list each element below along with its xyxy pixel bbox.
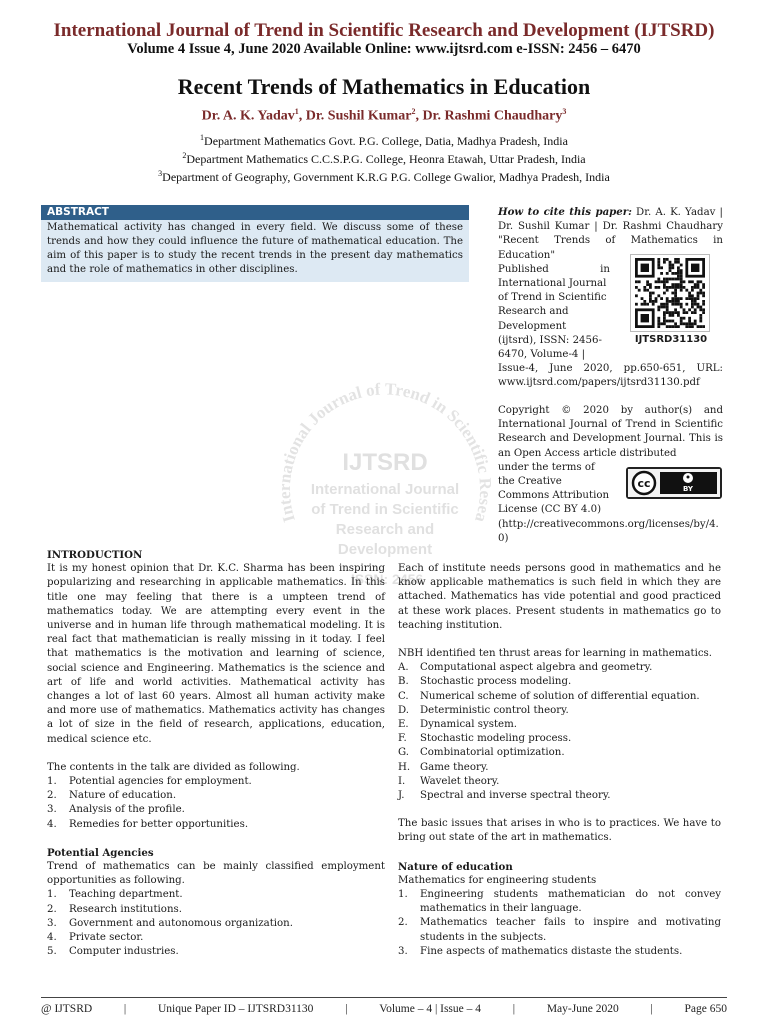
qr-module [691, 286, 694, 289]
qr-module [677, 278, 680, 281]
qr-module [646, 289, 649, 292]
qr-module [680, 286, 683, 289]
qr-module [699, 280, 702, 283]
list-item: 3. Government and autonomous organization. [47, 917, 293, 929]
qr-module [702, 311, 705, 314]
footer-page-number: Page 650 [684, 1003, 727, 1015]
qr-module [680, 306, 683, 309]
qr-module [694, 300, 697, 303]
qr-module [699, 317, 702, 320]
qr-module [666, 308, 669, 311]
author-sup: 1 [294, 107, 299, 116]
qr-module [674, 297, 677, 300]
qr-module [669, 264, 672, 267]
qr-module [652, 292, 655, 295]
qr-module [688, 308, 691, 311]
qr-module [697, 286, 700, 289]
qr-module [674, 300, 677, 303]
qr-module [635, 294, 638, 297]
qr-module [663, 303, 666, 306]
basic-issues-paragraph: The basic issues that arises in who is to practices. We have to bring out state of the art in mathematics. [398, 818, 721, 844]
page-footer: @ IJTSRD | Unique Paper ID – IJTSRD31130 | Volume – 4 | Issue – 4 | May-June 2020 | Page 650 [41, 1003, 727, 1015]
qr-module [685, 325, 688, 328]
qr-module [674, 286, 677, 289]
list-item: 1. Teaching department. [47, 889, 183, 901]
affiliation: $^3$Department of Geography, Government K.R.G P.G. College Gwalior, Madhya Pradesh, India [158, 169, 610, 184]
qr-module [691, 300, 694, 303]
qr-module [697, 283, 700, 286]
qr-module [685, 311, 688, 314]
qr-module [655, 297, 658, 300]
qr-module [652, 303, 655, 306]
qr-module [688, 317, 691, 320]
qr-module [663, 311, 666, 314]
footer-copyright: @ IJTSRD [41, 1003, 93, 1015]
qr-module [657, 308, 660, 311]
nbh-intro: NBH identified ten thrust areas for learning in mathematics. [398, 648, 713, 660]
qr-module [660, 272, 663, 275]
qr-module [660, 306, 663, 309]
qr-module [688, 280, 691, 283]
qr-module [657, 264, 660, 267]
qr-module [655, 280, 658, 283]
qr-module [683, 322, 686, 325]
svg-text:ISSN: 2456: ISSN: 2456 [350, 571, 424, 587]
qr-module [669, 325, 672, 328]
qr-module [694, 320, 697, 323]
svg-text:cc: cc [637, 477, 651, 490]
author-name: Dr. Sushil Kumar [305, 108, 412, 124]
qr-module [691, 294, 694, 297]
svg-text:Research and: Research and [335, 521, 435, 538]
qr-module [655, 286, 658, 289]
qr-module [671, 286, 674, 289]
qr-module [657, 322, 660, 325]
qr-module [671, 314, 674, 317]
license-url: (http://creativecommons.org/licenses/by/4.0) [498, 518, 719, 544]
qr-module [643, 303, 646, 306]
qr-module [649, 292, 652, 295]
list-item: 2. Nature of education. [47, 790, 177, 802]
qr-module [663, 306, 666, 309]
qr-module [646, 283, 649, 286]
abstract-heading: ABSTRACT [41, 205, 469, 220]
qr-module [657, 306, 660, 309]
right-column [398, 562, 721, 959]
qr-module [694, 297, 697, 300]
qr-module [691, 289, 694, 292]
qr-module [680, 280, 683, 283]
author-list: Dr. A. K. Yadav$^1$, Dr. Sushil Kumar$^2$, Dr. Rashmi Chaudhary$^3$ [201, 107, 567, 124]
svg-text:IJTSRD: IJTSRD [342, 449, 428, 476]
qr-module [646, 303, 649, 306]
nature-heading: Nature of education [398, 860, 513, 873]
qr-module [666, 325, 669, 328]
list-item: E. Dynamical system. [398, 719, 517, 731]
qr-module [677, 261, 680, 264]
footer-divider [41, 997, 727, 998]
citation-url: Issue-4, June 2020, pp.650-651, URL: www.ijtsrd.com/papers/ijtsrd31130.pdf [498, 363, 723, 389]
qr-module [697, 280, 700, 283]
svg-text:Development: Development [337, 541, 433, 558]
qr-module [649, 283, 652, 286]
qr-module [677, 325, 680, 328]
qr-module [671, 266, 674, 269]
qr-module [657, 286, 660, 289]
qr-module [674, 283, 677, 286]
qr-module [663, 283, 666, 286]
qr-module [671, 292, 674, 295]
qr-module [699, 292, 702, 295]
qr-module [702, 294, 705, 297]
author-sup: 3 [562, 107, 567, 116]
qr-module [674, 322, 677, 325]
qr-module [677, 286, 680, 289]
left-column [47, 548, 385, 959]
qr-module [702, 283, 705, 286]
qr-module [697, 294, 700, 297]
qr-module [638, 280, 641, 283]
qr-module [674, 303, 677, 306]
qr-module [666, 300, 669, 303]
citation-label: How to cite this paper: [498, 206, 632, 218]
qr-module [697, 297, 700, 300]
paper-id-label: IJTSRD31130 [634, 334, 708, 345]
qr-module [663, 278, 666, 281]
qr-module [671, 303, 674, 306]
qr-module [674, 311, 677, 314]
qr-module [677, 311, 680, 314]
qr-module [680, 269, 683, 272]
qr-module [699, 289, 702, 292]
qr-module [657, 294, 660, 297]
qr-module [666, 306, 669, 309]
qr-module [646, 280, 649, 283]
qr-module [663, 258, 666, 261]
cc-by-license-icon [626, 467, 722, 499]
paper-title: Recent Trends of Mathematics in Education [177, 74, 591, 99]
qr-module [641, 297, 644, 300]
list-item: C. Numerical scheme of solution of differential equation. [398, 690, 700, 702]
qr-module [694, 303, 697, 306]
qr-module [680, 322, 683, 325]
qr-module [660, 303, 663, 306]
qr-finder [641, 264, 649, 272]
qr-module [699, 325, 702, 328]
qr-finder [641, 314, 649, 322]
qr-module [671, 325, 674, 328]
qr-module [669, 300, 672, 303]
agencies-intro: Trend of mathematics can be mainly classified employment opportunities as following. [47, 861, 385, 887]
qr-module [674, 278, 677, 281]
qr-finder [691, 264, 699, 272]
qr-module [683, 311, 686, 314]
qr-module [688, 322, 691, 325]
qr-module [671, 311, 674, 314]
qr-module [657, 317, 660, 320]
qr-module [694, 283, 697, 286]
qr-module [683, 280, 686, 283]
footer-volume: Volume – 4 | Issue – 4 [379, 1003, 482, 1015]
qr-module [663, 314, 666, 317]
qr-module [674, 261, 677, 264]
list-item: 4. Remedies for better opportunities. [47, 818, 249, 830]
list-item: 2. Research institutions. [47, 903, 182, 915]
copyright-narrow: under the terms of the Creative Commons Attribution License (CC BY 4.0) [498, 461, 610, 516]
list-item: I. Wavelet theory. [398, 775, 500, 787]
qr-module [680, 278, 683, 281]
qr-module [680, 275, 683, 278]
qr-module [649, 300, 652, 303]
footer-paper-id: Unique Paper ID – IJTSRD31130 [157, 1003, 314, 1015]
qr-module [669, 269, 672, 272]
qr-module [680, 317, 683, 320]
qr-module [649, 294, 652, 297]
institute-paragraph: Each of institute needs persons good in mathematics and he know applicable mathematics is such field in which they are attached. Mathematics has vide potential and good practiced at these work places. Present students in mathematics go to teaching institution. [398, 563, 721, 631]
qr-module [649, 286, 652, 289]
qr-module [685, 289, 688, 292]
qr-module [652, 300, 655, 303]
qr-module [677, 297, 680, 300]
qr-module [697, 325, 700, 328]
qr-module [674, 294, 677, 297]
qr-module [657, 320, 660, 323]
affiliation: $^2$Department Mathematics C.C.S.P.G. College, Heonra Etawah, Uttar Pradesh, India [182, 151, 586, 166]
qr-module [691, 306, 694, 309]
qr-module [660, 297, 663, 300]
svg-text:International Journal: International Journal [310, 481, 460, 498]
qr-module [694, 322, 697, 325]
qr-module [683, 286, 686, 289]
qr-module [694, 311, 697, 314]
qr-module [663, 292, 666, 295]
author-name: Dr. Rashmi Chaudhary [422, 108, 563, 124]
author-name: Dr. A. K. Yadav [201, 108, 295, 124]
qr-module [666, 311, 669, 314]
agencies-heading: Potential Agencies [47, 846, 154, 859]
qr-module [680, 283, 683, 286]
qr-module [671, 320, 674, 323]
qr-module [657, 261, 660, 264]
qr-module [677, 303, 680, 306]
qr-module [657, 278, 660, 281]
qr-module [680, 289, 683, 292]
qr-module [674, 258, 677, 261]
qr-module [671, 264, 674, 267]
journal-title: International Journal of Trend in Scientific Research and Development (IJTSRD) [53, 20, 715, 41]
svg-text:BY: BY [682, 485, 694, 493]
qr-module [699, 314, 702, 317]
qr-module [691, 322, 694, 325]
qr-module [688, 292, 691, 295]
author-sup: 2 [411, 107, 416, 116]
qr-module [691, 297, 694, 300]
qr-module [702, 300, 705, 303]
qr-module [680, 320, 683, 323]
qr-module [674, 272, 677, 275]
qr-module [702, 292, 705, 295]
qr-module [683, 308, 686, 311]
qr-module [657, 266, 660, 269]
qr-module [702, 286, 705, 289]
list-item: 1. Engineering students mathematician do not convey mathematics in their language. [398, 889, 721, 915]
qr-module [688, 320, 691, 323]
qr-module [697, 303, 700, 306]
qr-module [643, 289, 646, 292]
list-item: 1. Potential agencies for employment. [47, 776, 252, 788]
list-item: H. Game theory. [398, 761, 489, 773]
qr-module [691, 325, 694, 328]
list-item: 2. Mathematics teacher fails to inspire and motivating students in the subjects. [398, 917, 721, 943]
qr-module [699, 320, 702, 323]
intro-heading: INTRODUCTION [47, 549, 143, 561]
qr-module [669, 320, 672, 323]
qr-code-icon [630, 254, 710, 332]
qr-module [635, 286, 638, 289]
qr-module [669, 261, 672, 264]
list-item: 5. Computer industries. [47, 946, 179, 958]
qr-module [694, 308, 697, 311]
qr-module [669, 266, 672, 269]
qr-module [663, 320, 666, 323]
svg-text:of Trend in Scientific: of Trend in Scientific [311, 501, 459, 518]
citation-text: Dr. A. K. Yadav | Dr. Sushil Kumar | Dr. Rashmi Chaudhary "Recent Trends of Mathematics in Education" [498, 207, 723, 261]
qr-module [694, 286, 697, 289]
qr-module [677, 266, 680, 269]
qr-module [649, 297, 652, 300]
qr-module [677, 272, 680, 275]
copyright-text: Copyright © 2020 by author(s) and International Journal of Trend in Scientific Research and Development Journal. This is an Open Access article distributed [498, 405, 723, 459]
qr-module [677, 283, 680, 286]
qr-module [680, 264, 683, 267]
qr-module [666, 272, 669, 275]
qr-module [680, 297, 683, 300]
qr-module [688, 294, 691, 297]
qr-module [677, 275, 680, 278]
qr-module [666, 289, 669, 292]
qr-module [688, 325, 691, 328]
qr-module [677, 269, 680, 272]
qr-module [669, 314, 672, 317]
contents-intro: The contents in the talk are divided as following. [47, 761, 300, 773]
qr-module [677, 314, 680, 317]
footer-date: May-June 2020 [546, 1003, 619, 1015]
qr-module [638, 289, 641, 292]
intro-paragraph: It is my honest opinion that Dr. K.C. Sharma has been inspiring popularizing and researching in applicable mathematics. In this title one may feeling that there is a umpteen trend of mathematics today. We are attempting every event in the universe and in human life through mathematical modeling. It is real fact that mathematician is really missing in it today. I feel that mathematics is the motivation and learning of science, social science and Engineering. Mathematics is the science and art of life and world activities. Mathematical activity has changes a lot of last 60 years. Almost all human activity make and more use of mathematics. Mathematics activity has changes a lot of size in the field of research, applications, education, medical science etc. [47, 563, 385, 745]
qr-module [685, 303, 688, 306]
list-item: 3. Fine aspects of mathematics distaste the students. [398, 945, 683, 957]
list-item: 4. Private sector. [47, 932, 144, 944]
qr-module [666, 286, 669, 289]
qr-module [663, 322, 666, 325]
qr-module [660, 266, 663, 269]
qr-module [699, 306, 702, 309]
qr-module [685, 322, 688, 325]
list-item: J. Spectral and inverse spectral theory. [398, 790, 611, 802]
qr-module [697, 292, 700, 295]
qr-module [691, 311, 694, 314]
qr-module [674, 292, 677, 295]
qr-module [669, 286, 672, 289]
list-item: D. Deterministic control theory. [398, 704, 569, 716]
qr-module [674, 325, 677, 328]
list-item: 3. Analysis of the profile. [47, 804, 185, 816]
list-item: G. Combinatorial optimization. [398, 747, 565, 759]
qr-module [680, 272, 683, 275]
nature-subheading: Mathematics for engineering students [398, 874, 597, 886]
qr-module [657, 258, 660, 261]
qr-module [669, 311, 672, 314]
qr-module [671, 297, 674, 300]
qr-module [643, 300, 646, 303]
qr-module [655, 300, 658, 303]
qr-module [685, 297, 688, 300]
qr-module [674, 289, 677, 292]
qr-module [641, 303, 644, 306]
list-item: F. Stochastic modeling process. [398, 733, 572, 745]
qr-module [674, 308, 677, 311]
affiliation: $^1$Department Mathematics Govt. P.G. College, Datia, Madhya Pradesh, India [200, 133, 568, 148]
qr-module [702, 303, 705, 306]
qr-module [702, 308, 705, 311]
qr-module [671, 300, 674, 303]
qr-module [663, 286, 666, 289]
qr-module [666, 280, 669, 283]
qr-module [702, 325, 705, 328]
qr-module [671, 283, 674, 286]
qr-module [663, 317, 666, 320]
svg-text:International Journal of Trend: International Journal of Trend in Scientific Resea [274, 379, 496, 525]
qr-module [697, 306, 700, 309]
qr-module [691, 303, 694, 306]
abstract-box [41, 205, 469, 280]
qr-module [669, 278, 672, 281]
qr-module [657, 325, 660, 328]
list-item: A. Computational aspect algebra and geometry. [398, 662, 653, 674]
qr-module [660, 322, 663, 325]
qr-module [660, 280, 663, 283]
qr-module [671, 272, 674, 275]
qr-module [635, 280, 638, 283]
qr-module [680, 303, 683, 306]
qr-module [666, 278, 669, 281]
qr-module [688, 297, 691, 300]
abstract-text: Mathematical activity has changed in every field. We discuss some of these trends and how they could influence the future of mathematical education. The aim of this paper is to study the recent trends in the present day mathematics and the role of mathematics in other disciplines. [41, 220, 469, 282]
qr-module [657, 280, 660, 283]
qr-module [677, 300, 680, 303]
qr-module [699, 308, 702, 311]
qr-module [663, 280, 666, 283]
qr-module [666, 303, 669, 306]
qr-module [666, 258, 669, 261]
qr-module [666, 297, 669, 300]
qr-module [643, 286, 646, 289]
qr-module [683, 317, 686, 320]
qr-module [635, 303, 638, 306]
citation-narrow: Published in International Journal of Trend in Scientific Research and Development (ijtsrd), ISSN: 2456- 6470, Volume-4 | [498, 263, 610, 361]
qr-module [666, 320, 669, 323]
journal-issue-line: Volume 4 Issue 4, June 2020 Available Online: www.ijtsrd.com e-ISSN: 2456 – 6470 [127, 41, 641, 57]
qr-module [671, 278, 674, 281]
list-item: B. Stochastic process modeling. [398, 676, 572, 688]
qr-module [691, 280, 694, 283]
qr-module [677, 258, 680, 261]
qr-module [663, 261, 666, 264]
